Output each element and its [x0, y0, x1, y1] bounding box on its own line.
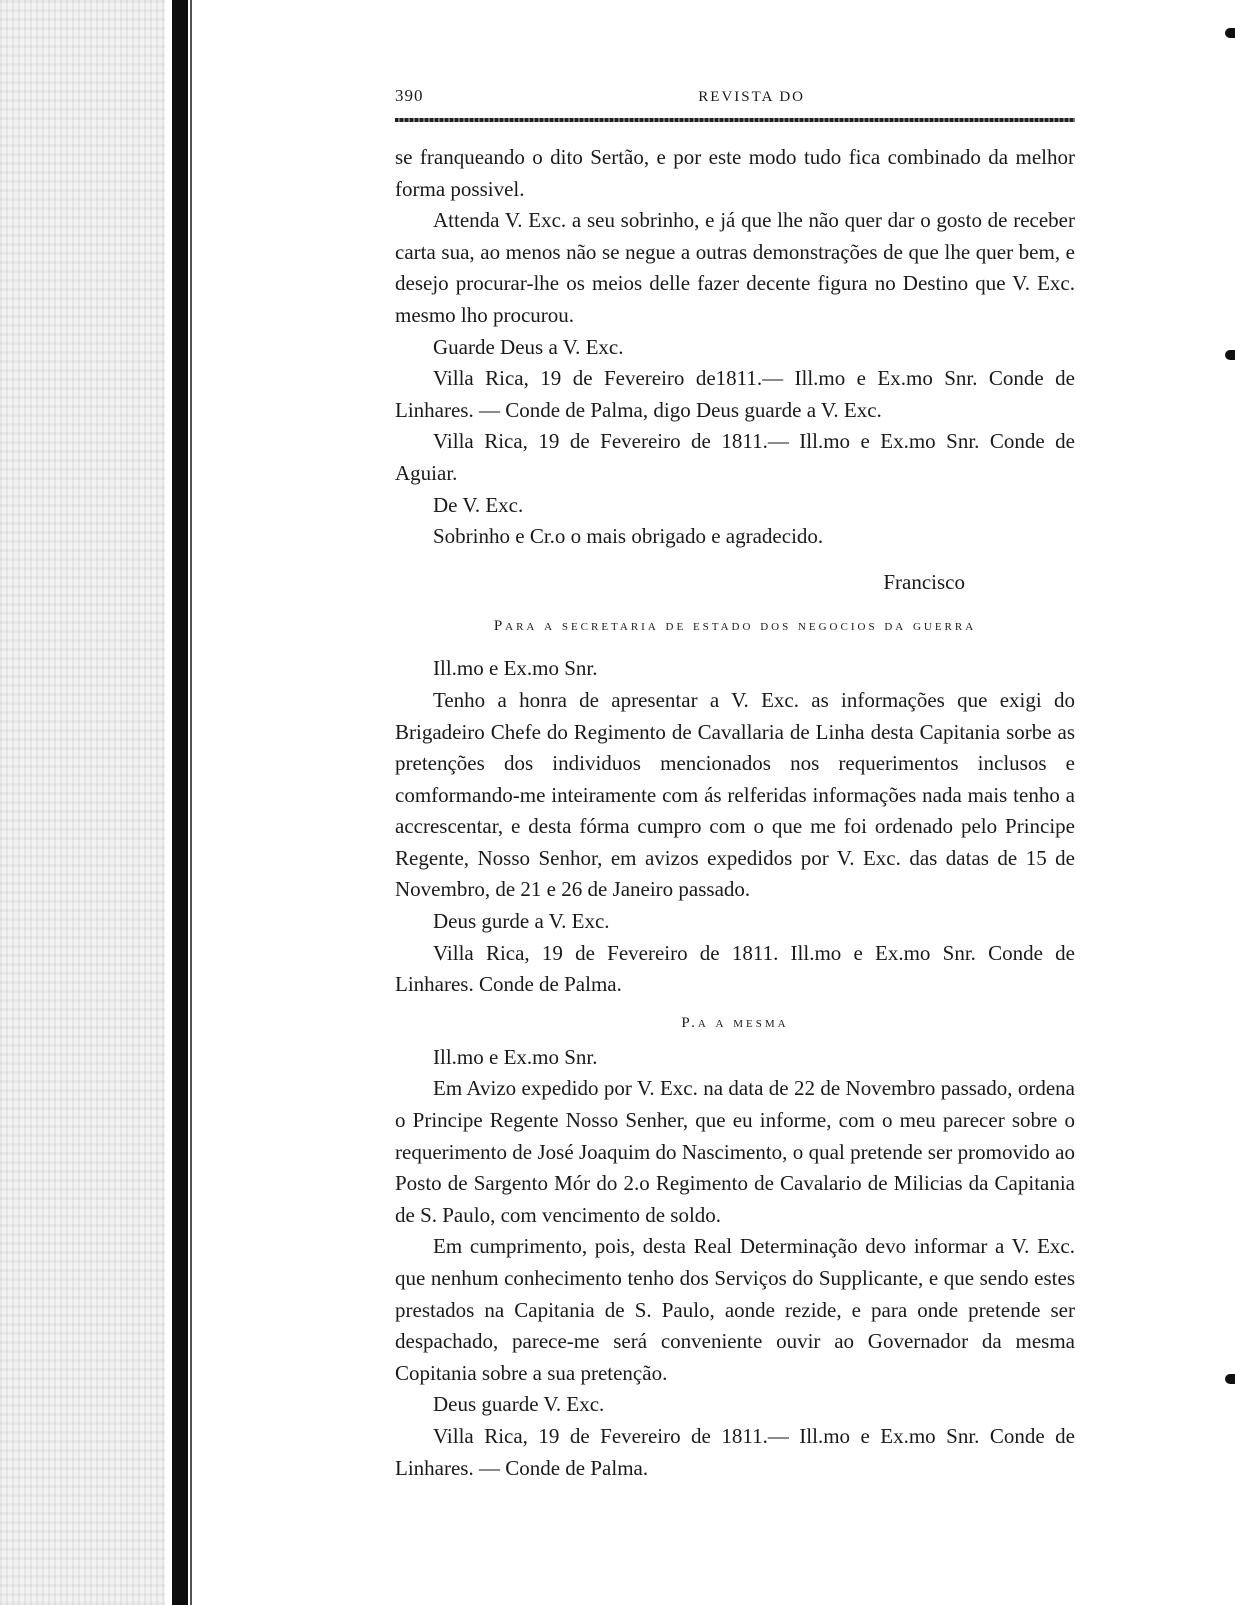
scanned-margin [0, 0, 165, 1605]
closing-line: Deus gurde a V. Exc. [433, 909, 610, 934]
scan-artifact-mark [1225, 1374, 1235, 1384]
paragraph: Em Avizo expedido por V. Exc. na data de 22 de Novembro passado, ordena o Principe Regente Nosso Senher, que eu informe, com o meu parecer sobre o requerimento de José Joaquim do Nascimento, o qual pretende ser promovido ao Posto de Sargento Mór do 2.o Regimento de Cavalario de Milicias da Capitania de S. Paulo, com vencimento de soldo. [395, 1076, 1075, 1227]
paragraph: Tenho a honra de apresentar a V. Exc. as informações que exigi do Brigadeiro Chefe do Regimento de Cavallaria de Linha desta Capitania sorbe as pretenções dos individuos mencionados nos requerimentos inclusos e comformando-me inteiramente com ás relferidas informações nada mais tenho a accrescentar, e desta fórma cumpro com o que me foi ordenado pelo Principe Regente, Nosso Senhor, em avizos expedidos por V. Exc. das datas de 15 de Novembro, de 21 e 26 de Janeiro passado. [395, 687, 1075, 902]
paragraph: Attenda V. Exc. a seu sobrinho, e já que lhe não quer dar o gosto de receber carta sua, ao menos não se negue a outras demonstrações de que lhe quer bem, e desejo procurar-lhe os meios delle fazer decente figura no Destino que V. Exc. mesmo lho procurou. [395, 208, 1075, 327]
dateline: Villa Rica, 19 de Fevereiro de1811.— Ill.mo e Ex.mo Snr. Conde de Linhares. — Conde de Palma, digo Deus guarde a V. Exc. [395, 366, 1075, 422]
closing-line: Guarde Deus a V. Exc. [433, 334, 624, 359]
running-head [395, 86, 1075, 114]
dateline: Villa Rica, 19 de Fevereiro de 1811.— Ill.mo e Ex.mo Snr. Conde de Linhares. — Conde de Palma. [395, 1423, 1075, 1480]
dateline: Villa Rica, 19 de Fevereiro de 1811.— Ill.mo e Ex.mo Snr. Conde de Aguiar. [395, 429, 1075, 485]
section-heading: Para a secretaria de estado dos negocios da guerra [493, 618, 977, 635]
closing-line: Deus guarde V. Exc. [433, 1392, 605, 1417]
signature: Francisco [883, 569, 965, 594]
closing-line: Sobrinho e Cr.o o mais obrigado e agradecido. [433, 524, 824, 549]
scan-artifact-mark [1225, 350, 1235, 360]
salutation: Ill.mo e Ex.mo Snr. [433, 656, 598, 681]
paragraph: Em cumprimento, pois, desta Real Determinação devo informar a V. Exc. que nenhum conhecimento tenho dos Serviços do Supplicante, e que sendo estes prestados na Capitania de S. Paulo, aonde rezide, e para onde pretende ser despachado, parece-me será conveniente ouvir ao Governador da mesma Copitania sobre a sua pretenção. [395, 1234, 1075, 1385]
page-number: 390 [395, 86, 424, 105]
closing-line: De V. Exc. [433, 492, 524, 517]
binding-shadow-line [190, 0, 192, 1605]
book-page [395, 86, 1075, 1484]
header-rule [395, 118, 1075, 122]
dateline: Villa Rica, 19 de Fevereiro de 1811. Ill.mo e Ex.mo Snr. Conde de Linhares. Conde de Palma. [395, 940, 1075, 997]
paragraph: se franqueando o dito Sertão, e por este modo tudo fica combinado da melhor forma possivel. [395, 145, 1075, 201]
book-binding-edge [172, 0, 188, 1605]
salutation: Ill.mo e Ex.mo Snr. [433, 1044, 598, 1069]
scan-artifact-mark [1225, 28, 1235, 38]
section-heading: P.a a mesma [681, 1014, 789, 1031]
running-title: REVISTA DO [698, 89, 805, 105]
